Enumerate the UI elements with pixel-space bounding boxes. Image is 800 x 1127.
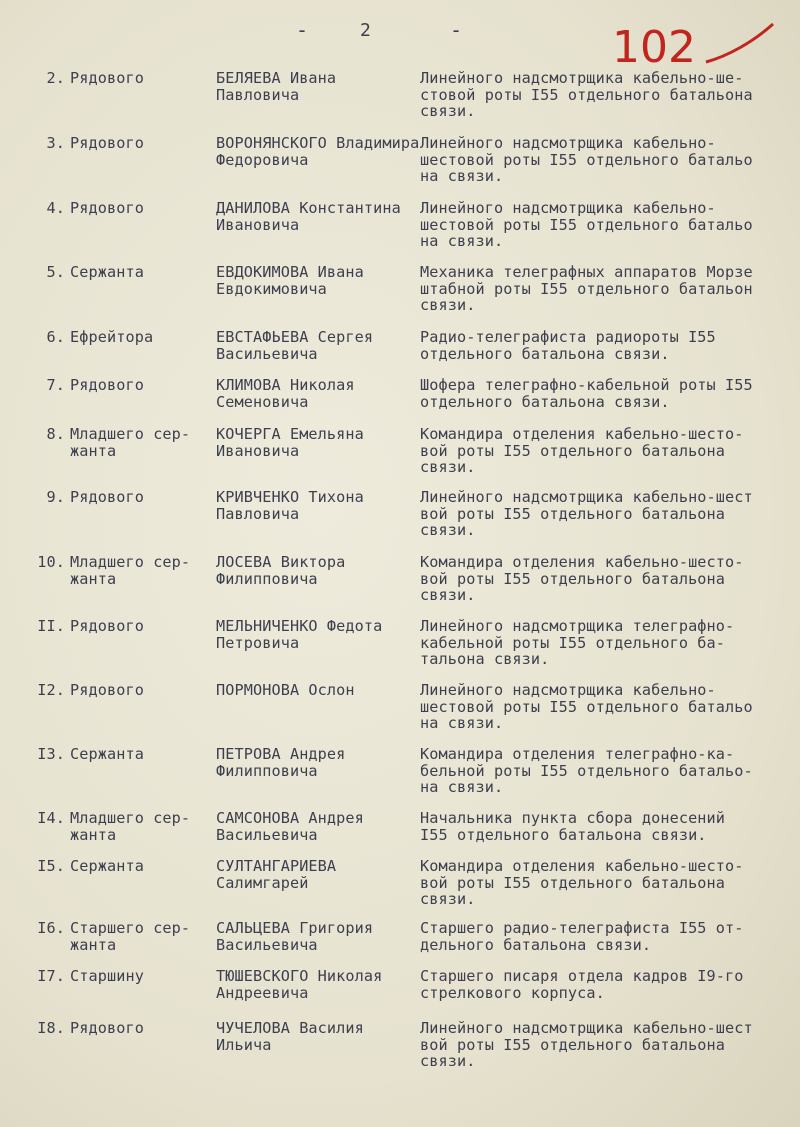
entry-rank: [70, 70, 210, 87]
name-line: Васильевича: [216, 935, 318, 954]
name-line: КОЧЕРГА Емельяна: [216, 425, 364, 443]
name-line: ЕВДОКИМОВА Ивана: [216, 263, 364, 281]
entry-position: [420, 554, 780, 604]
entry-number: I8.: [37, 1019, 65, 1037]
name-line: Семеновича: [216, 392, 309, 411]
entry-number: 10.: [37, 553, 65, 571]
entry-name: [216, 377, 416, 410]
position-line: вой роты I55 отдельного батальона: [420, 569, 726, 588]
rank-line: Рядового: [70, 69, 144, 87]
folio-number-text: 102: [612, 22, 696, 73]
position-line: стрелкового корпуса.: [420, 983, 605, 1002]
position-line: Старшего писаря отдела кадров I9-го: [420, 967, 744, 985]
rank-line: Рядового: [70, 376, 144, 394]
position-line: Линейного надсмотрщика кабельно-: [420, 199, 716, 217]
position-line: вой роты I55 отдельного батальона: [420, 1035, 726, 1054]
position-line: стовой роты I55 отдельного батальона: [420, 85, 753, 104]
name-line: МЕЛЬНИЧЕНКО Федота: [216, 617, 383, 635]
position-line: Линейного надсмотрщика кабельно-: [420, 681, 716, 699]
position-line: отдельного батальона связи.: [420, 392, 670, 411]
position-line: связи.: [420, 521, 476, 539]
name-line: ПОРМОНОВА Ослон: [216, 681, 355, 699]
rank-line: Рядового: [70, 617, 144, 635]
position-line: кабельной роты I55 отдельного ба-: [420, 633, 726, 652]
rank-line: Сержанта: [70, 857, 144, 875]
entry-rank: [70, 618, 210, 635]
entry-name: [216, 426, 416, 459]
name-line: Федоровича: [216, 150, 309, 169]
name-line: ЕВСТАФЬЕВА Сергея: [216, 328, 374, 346]
entry-number: I5.: [37, 857, 65, 875]
position-line: связи.: [420, 890, 476, 908]
entry-position: [420, 264, 780, 314]
entry-position: [420, 968, 780, 1001]
position-line: Линейного надсмотрщика телеграфно-: [420, 617, 735, 635]
position-line: на связи.: [420, 778, 504, 796]
name-line: ДАНИЛОВА Константина: [216, 199, 401, 217]
entry-rank: [70, 746, 210, 763]
position-line: связи.: [420, 586, 476, 604]
rank-line: Старшину: [70, 967, 144, 985]
entry-number: 8.: [46, 425, 65, 443]
entry-rank: [70, 682, 210, 699]
entry-name: [216, 264, 416, 297]
name-line: Ивановича: [216, 441, 300, 460]
rank-line: Младшего сер-: [70, 553, 191, 571]
entry-position: [420, 135, 780, 185]
entry-number: I2.: [37, 681, 65, 699]
entry-rank: [70, 554, 210, 587]
rank-line: Сержанта: [70, 745, 144, 763]
name-line: Салимгарей: [216, 873, 309, 892]
position-line: на связи.: [420, 232, 504, 250]
rank-line: Ефрейтора: [70, 328, 154, 346]
entry-position: [420, 858, 780, 908]
entry-name: [216, 618, 416, 651]
position-line: Начальника пункта сбора донесений: [420, 809, 726, 827]
page-number: 2: [360, 20, 371, 41]
entry-rank: [70, 489, 210, 506]
position-line: вой роты I55 отдельного батальона: [420, 504, 726, 523]
entry-rank: [70, 1020, 210, 1037]
entry-name: [216, 70, 416, 103]
position-line: Радио-телеграфиста радиороты I55: [420, 328, 716, 346]
entry-position: [420, 618, 780, 668]
position-line: шестовой роты I55 отдельного батальо: [420, 697, 753, 716]
entry-rank: [70, 377, 210, 394]
entry-rank: [70, 968, 210, 985]
entry-rank: [70, 426, 210, 459]
entry-name: [216, 554, 416, 587]
name-line: КРИВЧЕНКО Тихона: [216, 488, 364, 506]
name-line: ВОРОНЯНСКОГО Владимира: [216, 134, 420, 152]
position-line: Линейного надсмотрщика кабельно-ше-: [420, 69, 744, 87]
entry-position: [420, 426, 780, 476]
entry-number: I6.: [37, 919, 65, 937]
position-line: вой роты I55 отдельного батальона: [420, 441, 726, 460]
entry-number: 7.: [46, 376, 65, 394]
entry-number: 9.: [46, 488, 65, 506]
rank-line: Рядового: [70, 134, 144, 152]
name-line: Евдокимовича: [216, 279, 327, 298]
header-dash-left: -: [296, 18, 309, 42]
rank-line: жанта: [70, 441, 117, 460]
position-line: Командира отделения кабельно-шесто-: [420, 553, 744, 571]
entry-name: [216, 329, 416, 362]
entry-name: [216, 682, 416, 699]
folio-mark: [608, 16, 778, 74]
position-line: Механика телеграфных аппаратов Морзе: [420, 263, 753, 281]
entry-position: [420, 810, 780, 843]
entry-position: [420, 682, 780, 732]
entry-position: [420, 746, 780, 796]
name-line: БЕЛЯЕВА Ивана: [216, 69, 337, 87]
entry-number: I3.: [37, 745, 65, 763]
position-line: на связи.: [420, 167, 504, 185]
entry-number: 6.: [46, 328, 65, 346]
name-line: ТЮШЕВСКОГО Николая: [216, 967, 383, 985]
position-line: дельного батальона связи.: [420, 935, 652, 954]
entry-number: I4.: [37, 809, 65, 827]
entry-number: II.: [37, 617, 65, 635]
award-list: [0, 70, 800, 1110]
position-line: Командира отделения кабельно-шесто-: [420, 857, 744, 875]
entry-position: [420, 329, 780, 362]
rank-line: Рядового: [70, 488, 144, 506]
header-dash-right: -: [450, 18, 463, 42]
position-line: шестовой роты I55 отдельного батальо: [420, 215, 753, 234]
name-line: Андреевича: [216, 983, 309, 1002]
entry-number: 2.: [46, 69, 65, 87]
entry-name: [216, 810, 416, 843]
entry-rank: [70, 200, 210, 217]
rank-line: Сержанта: [70, 263, 144, 281]
position-line: на связи.: [420, 714, 504, 732]
entry-number: I7.: [37, 967, 65, 985]
rank-line: Младшего сер-: [70, 809, 191, 827]
position-line: штабной роты I55 отдельного батальон: [420, 279, 753, 298]
rank-line: Рядового: [70, 681, 144, 699]
entry-rank: [70, 264, 210, 281]
entry-position: [420, 377, 780, 410]
position-line: связи.: [420, 1052, 476, 1070]
entry-number: 5.: [46, 263, 65, 281]
name-line: Ивановича: [216, 215, 300, 234]
entry-rank: [70, 135, 210, 152]
position-line: тальона связи.: [420, 650, 550, 668]
name-line: Петровича: [216, 633, 300, 652]
entry-rank: [70, 858, 210, 875]
handwritten-folio-number: [608, 16, 778, 74]
name-line: Павловича: [216, 504, 300, 523]
position-line: Командира отделения телеграфно-ка-: [420, 745, 735, 763]
name-line: Васильевича: [216, 825, 318, 844]
entry-number: 4.: [46, 199, 65, 217]
name-line: ПЕТРОВА Андрея: [216, 745, 346, 763]
position-line: связи.: [420, 102, 476, 120]
name-line: Филипповича: [216, 569, 318, 588]
name-line: ЛОСЕВА Виктора: [216, 553, 346, 571]
entry-name: [216, 746, 416, 779]
position-line: Старшего радио-телеграфиста I55 от-: [420, 919, 744, 937]
rank-line: жанта: [70, 825, 117, 844]
name-line: ЧУЧЕЛОВА Василия: [216, 1019, 364, 1037]
name-line: СУЛТАНГАРИЕВА: [216, 857, 337, 875]
rank-line: жанта: [70, 569, 117, 588]
entry-rank: [70, 329, 210, 346]
position-line: отдельного батальона связи.: [420, 344, 670, 363]
name-line: Ильича: [216, 1035, 272, 1054]
rank-line: Старшего сер-: [70, 919, 191, 937]
name-line: САЛЬЦЕВА Григория: [216, 919, 374, 937]
name-line: Филипповича: [216, 761, 318, 780]
position-line: вой роты I55 отдельного батальона: [420, 873, 726, 892]
position-line: Линейного надсмотрщика кабельно-: [420, 134, 716, 152]
entry-name: [216, 920, 416, 953]
entry-position: [420, 70, 780, 120]
position-line: связи.: [420, 296, 476, 314]
name-line: КЛИМОВА Николая: [216, 376, 355, 394]
position-line: Линейного надсмотрщика кабельно-шест: [420, 1019, 753, 1037]
name-line: САМСОНОВА Андрея: [216, 809, 364, 827]
rank-line: Младшего сер-: [70, 425, 191, 443]
rank-line: Рядового: [70, 199, 144, 217]
rank-line: жанта: [70, 935, 117, 954]
entry-name: [216, 858, 416, 891]
name-line: Павловича: [216, 85, 300, 104]
entry-name: [216, 1020, 416, 1053]
folio-underline-stroke: [706, 24, 773, 62]
position-line: Шофера телеграфно-кабельной роты I55: [420, 376, 753, 394]
entry-name: [216, 489, 416, 522]
position-line: Командира отделения кабельно-шесто-: [420, 425, 744, 443]
rank-line: Рядового: [70, 1019, 144, 1037]
entry-rank: [70, 920, 210, 953]
entry-position: [420, 920, 780, 953]
position-line: шестовой роты I55 отдельного батальо: [420, 150, 753, 169]
position-line: бельной роты I55 отдельного батальо-: [420, 761, 753, 780]
position-line: связи.: [420, 458, 476, 476]
position-line: Линейного надсмотрщика кабельно-шест: [420, 488, 753, 506]
entry-number: 3.: [46, 134, 65, 152]
entry-position: [420, 489, 780, 539]
position-line: I55 отдельного батальона связи.: [420, 825, 707, 844]
name-line: Васильевича: [216, 344, 318, 363]
entry-rank: [70, 810, 210, 843]
entry-position: [420, 200, 780, 250]
entry-name: [216, 134, 420, 169]
entry-position: [420, 1020, 780, 1070]
entry-name: [216, 200, 416, 233]
entry-name: [216, 968, 416, 1001]
